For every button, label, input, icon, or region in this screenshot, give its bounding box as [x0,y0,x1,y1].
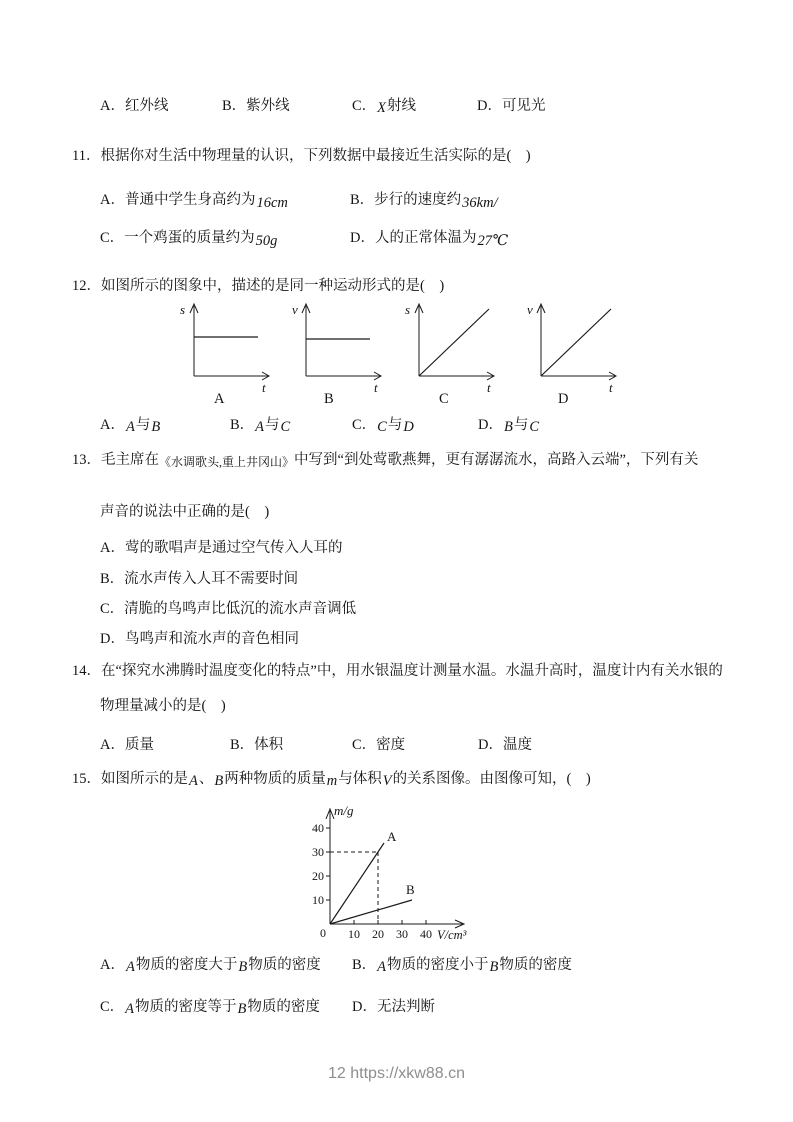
q13-stem-line1 [72,451,698,471]
q15-option-c-text2: 物质的密度 [247,999,320,1015]
q15-option-b-text2: 物质的密度 [499,957,572,973]
x-tick-label-30: 30 [396,927,408,941]
q10-option-b: B．紫外线 [222,98,290,114]
q10-option-c [352,97,416,117]
q12-graph-d-ylabel: v [527,302,533,317]
q12-option-c [352,416,415,436]
q12-option-b [230,416,291,436]
q15-chart-ylabel: m/g [334,803,354,818]
q13-option-c: C．清脆的鸟鸣声比低沉的流水声音调低 [100,601,357,617]
q15-stem-varA: A [189,773,198,789]
q15-stem-varV: V [382,773,392,789]
q15-stem-p3: 两种物质的质量 [224,771,326,787]
q11-option-d-text: D．人的正常体温为 [350,230,477,246]
q12-graph-b [290,297,390,395]
q15-option-b-text1: 物质的密度小于 [387,957,489,973]
q10-option-c-text: 射线 [387,98,417,114]
q12-option-d-var2: C [529,419,540,435]
q12-graph-c [403,297,503,395]
q14-option-d: D．温度 [478,737,532,753]
q15-option-d: D．无法判断 [352,999,435,1015]
y-tick-label-20: 20 [312,869,324,883]
q13-book-title: 《水调歌头,重上井冈山》 [159,455,295,469]
q12-graph-c-xlabel: t [487,380,491,395]
x-tick-label-10: 10 [348,927,360,941]
q11-option-d-value: 27℃ [477,233,509,249]
q15-option-b-label: B． [352,957,377,973]
q13-stem-rest: 中写到“到处莺歌燕舞，更有潺潺流水，高路入云端”，下列有关 [294,452,699,468]
q14-option-c: C．密度 [352,737,406,753]
q15-option-a [100,956,321,976]
q13-option-b: B．流水声传入人耳不需要时间 [100,571,299,587]
q15-option-c-label: C． [100,999,125,1015]
q15-option-a-text1: 物质的密度大于 [135,957,238,973]
q12-option-d-var1: B [503,419,513,435]
q15-option-a-var2: B [238,959,248,975]
q12-option-c-label: C． [352,417,377,433]
q12-option-c-var1: C [377,419,387,435]
q12-graph-c-label: C [439,391,449,407]
q10-option-a: A．红外线 [100,98,169,114]
q14-option-a: A．质量 [100,737,154,753]
q15-option-c-text1: 物质的密度等于 [135,999,237,1015]
q12-graph-d-line [541,309,611,376]
q13-stem-prefix: 13．毛主席在 [72,452,159,468]
q11-option-b-value: 36km/ [462,195,498,211]
q12-graph-c-ylabel: s [405,302,411,317]
q13-stem-line2: 声音的说法中正确的是( ) [100,504,270,520]
q11-option-c-value: 50g [255,233,278,249]
q12-option-b-mid: 与 [265,417,280,433]
q10-option-c-label: C． [352,98,377,114]
q15-stem-p1: 15．如图所示的是 [72,771,188,787]
page-footer [0,1063,793,1085]
q12-graph-c-line [419,309,489,376]
q10-option-c-variable: X [377,100,387,116]
q10-option-d: D．可见光 [477,98,546,114]
q15-option-c-var1: A [125,1001,135,1017]
q14-option-b: B．体积 [230,737,284,753]
q15-option-b-var1: A [377,959,387,975]
q12-graph-d-label: D [558,391,569,407]
q12-option-c-var2: D [403,419,414,435]
q12-option-b-label: B． [230,417,255,433]
q12-option-b-var1: A [255,419,265,435]
q15-option-b-var2: B [489,959,499,975]
q12-option-c-mid: 与 [387,417,403,433]
q15-stem-varM: m [326,773,338,789]
q15-stem-p5: 的关系图像。由图像可知，( ) [392,771,591,787]
series-a-label: A [387,829,397,844]
q11-option-a [100,191,288,211]
q11-option-a-text: A．普通中学生身高约为 [100,192,256,208]
q11-option-a-value: 16cm [256,195,288,211]
q11-stem: 11．根据你对生活中物理量的认识，下列数据中最接近生活实际的是( ) [72,148,531,164]
q15-stem-varB: B [214,773,224,789]
q15-option-c-var2: B [237,1001,247,1017]
q12-option-a-label: A． [100,417,125,433]
q15-option-a-var1: A [125,959,135,975]
q12-graph-d-xlabel: t [609,380,613,395]
q12-stem: 12．如图所示的图象中，描述的是同一种运动形式的是( ) [72,278,445,294]
q12-graph-a [178,297,278,395]
y-tick-label-10: 10 [312,893,324,907]
q15-option-a-text2: 物质的密度 [248,957,321,973]
q12-option-d-label: D． [478,417,503,433]
q12-graph-a-label: A [214,391,225,407]
q12-graph-b-xlabel: t [374,380,378,395]
q13-option-d: D．鸟鸣声和流水声的音色相同 [100,631,299,647]
x-tick-label-40: 40 [420,927,432,941]
q14-stem-line2: 物理量减小的是( ) [100,698,226,714]
q12-graph-a-xlabel: t [262,380,266,395]
q15-stem-p2: 、 [198,771,214,787]
q12-option-a [100,416,161,436]
q15-stem [72,770,591,790]
q15-mass-volume-chart [300,800,500,960]
q12-option-d-mid: 与 [513,417,529,433]
series-a-line [330,843,384,924]
q12-graph-a-ylabel: s [180,302,186,317]
q15-chart-xlabel: V/cm³ [437,928,467,942]
q12-graph-b-label: B [324,391,334,407]
q12-option-b-var2: C [280,419,291,435]
q12-option-a-var2: B [151,419,161,435]
q11-option-b-text: B．步行的速度约 [350,192,462,208]
q12-graph-d [525,297,625,395]
series-b-label: B [406,882,415,897]
q15-option-c [100,998,320,1018]
q12-option-d [478,416,540,436]
x-tick-label-20: 20 [372,927,384,941]
series-b-line [330,900,412,924]
q14-stem-line1: 14．在“探究水沸腾时温度变化的特点”中，用水银温度计测量水温。水温升高时，温度计内有关水银的 [72,663,723,679]
q15-stem-p4: 与体积 [338,771,382,787]
q11-option-b [350,191,498,211]
footer-url: https://xkw88.cn [350,1065,465,1082]
footer-page-number: 12 [328,1065,346,1082]
q15-option-b [352,956,572,976]
q15-option-a-label: A． [100,957,125,973]
q12-option-a-var1: A [125,419,135,435]
origin-label: 0 [320,926,326,940]
y-tick-label-40: 40 [312,821,324,835]
q13-option-a: A．莺的歌唱声是通过空气传入人耳的 [100,540,343,556]
q12-option-a-mid: 与 [135,417,151,433]
q11-option-d [350,229,508,249]
y-tick-label-30: 30 [312,845,324,859]
q11-option-c-text: C．一个鸡蛋的质量约为 [100,230,255,246]
q11-option-c [100,229,277,249]
q12-graph-b-ylabel: v [292,302,298,317]
